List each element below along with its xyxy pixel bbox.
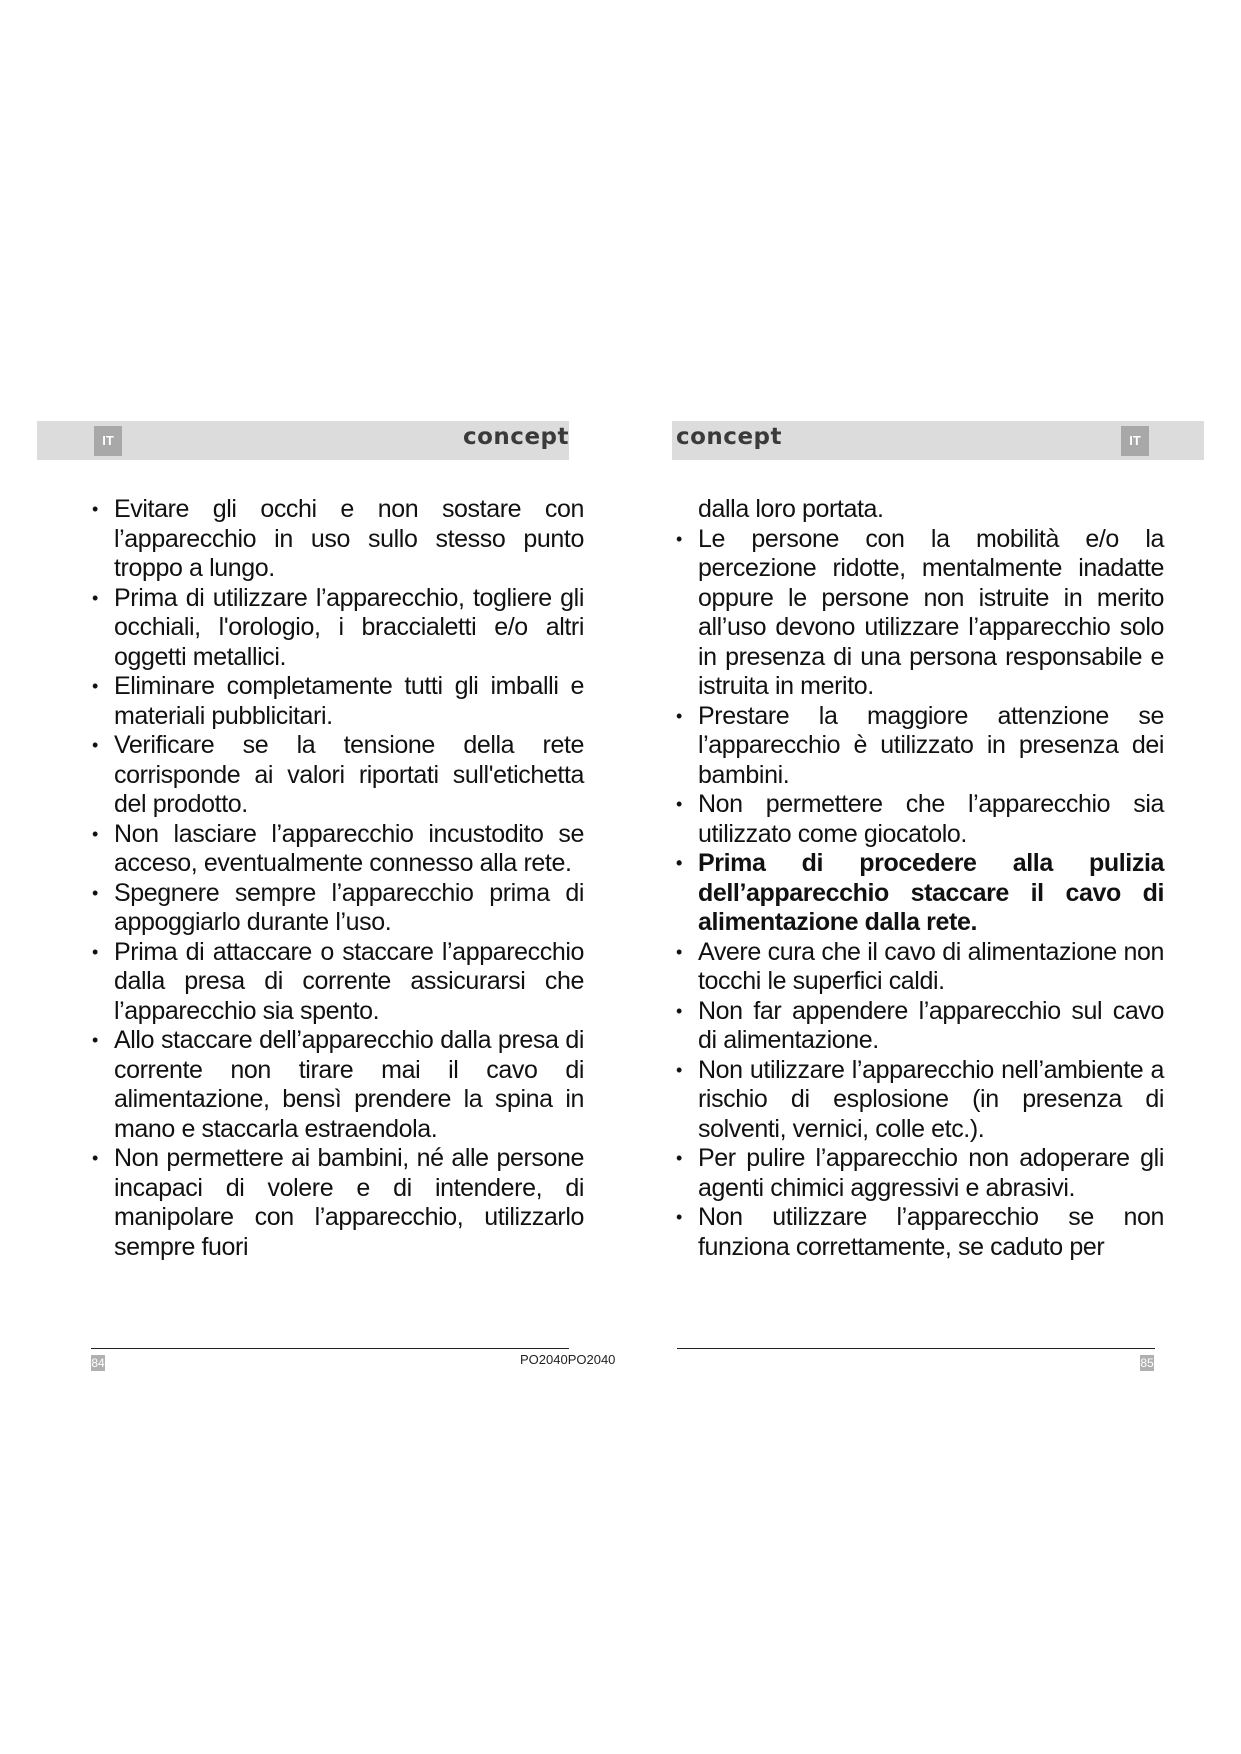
safety-item: • Evitare gli occhi e non sostare con l’apparecchio in uso sullo stesso punto troppo a lungo. xyxy=(88,495,584,584)
left-page-column xyxy=(88,495,584,1262)
footer-rule-left xyxy=(91,1348,569,1349)
safety-item: • Non far appendere l’apparecchio sul cavo di alimentazione. xyxy=(672,997,1164,1056)
safety-item: • Prima di attaccare o staccare l’apparecchio dalla presa di corrente assicurarsi che l’apparecchio sia spento. xyxy=(88,938,584,1027)
safety-item: • Eliminare completamente tutti gli imballi e materiali pubblicitari. xyxy=(88,672,584,731)
safety-item: • Non permettere ai bambini, né alle persone incapaci di volere e di intendere, di manipolare con l’apparecchio, utilizzarlo sempre fuori xyxy=(88,1144,584,1262)
page-number-left: 84 xyxy=(91,1356,105,1370)
right-page-column xyxy=(672,495,1164,1262)
safety-item: • Non utilizzare l’apparecchio nell’ambiente a rischio di esplosione (in presenza di solventi, vernici, colle etc.). xyxy=(672,1056,1164,1145)
model-number: PO2040PO2040 xyxy=(520,1352,616,1367)
page-number-right: 85 xyxy=(1140,1356,1154,1370)
safety-item: • Non permettere che l’apparecchio sia utilizzato come giocatolo. xyxy=(672,790,1164,849)
safety-item: • Allo staccare dell’apparecchio dalla presa di corrente non tirare mai il cavo di alimentazione, bensì prendere la spina in mano e staccarla estraendola. xyxy=(88,1026,584,1144)
brand-logo-left: concept xyxy=(463,424,570,450)
brand-logo-right: concept xyxy=(676,424,783,450)
safety-item: • Avere cura che il cavo di alimentazione non tocchi le superfici caldi. xyxy=(672,938,1164,997)
safety-item: • Prestare la maggiore attenzione se l’apparecchio è utilizzato in presenza dei bambini. xyxy=(672,702,1164,791)
safety-item: • Le persone con la mobilità e/o la percezione ridotte, mentalmente inadatte oppure le persone non istruite in merito all’uso devono utilizzare l’apparecchio solo in presenza di una persona responsabile e istruita in merito. xyxy=(672,525,1164,702)
safety-item: • Non lasciare l’apparecchio incustodito se acceso, eventualmente connesso alla rete. xyxy=(88,820,584,879)
footer-rule-right xyxy=(677,1348,1155,1349)
language-badge-left: IT xyxy=(94,426,122,456)
safety-item-bold-warning: • Prima di procedere alla pulizia dell’apparecchio staccare il cavo di alimentazione dalla rete. xyxy=(672,849,1164,938)
safety-item: • Per pulire l’apparecchio non adoperare gli agenti chimici aggressivi e abrasivi. xyxy=(672,1144,1164,1203)
safety-item: • Spegnere sempre l’apparecchio prima di appoggiarlo durante l’uso. xyxy=(88,879,584,938)
continued-text: dalla loro portata. xyxy=(698,495,884,523)
safety-item: • Verificare se la tensione della rete corrisponde ai valori riportati sull'etichetta del prodotto. xyxy=(88,731,584,820)
safety-item: • Prima di utilizzare l’apparecchio, togliere gli occhiali, l'orologio, i braccialetti e/o altri oggetti metallici. xyxy=(88,584,584,673)
language-badge-right: IT xyxy=(1121,426,1149,456)
safety-item: • Non utilizzare l’apparecchio se non funziona correttamente, se caduto per xyxy=(672,1203,1164,1262)
